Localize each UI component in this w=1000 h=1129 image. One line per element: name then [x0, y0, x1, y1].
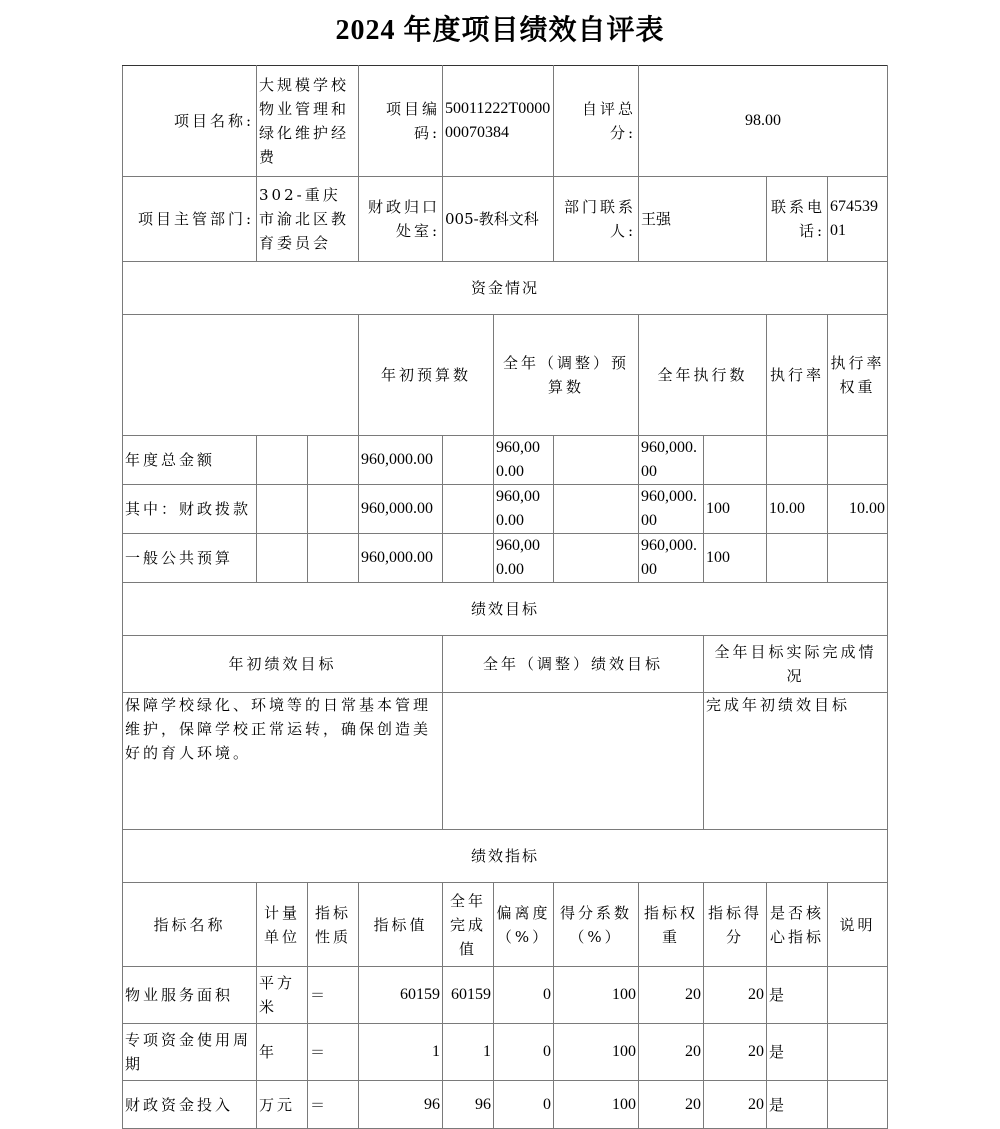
- ind-target: 96: [359, 1081, 443, 1129]
- ind-header-core: 是否核心指标: [767, 883, 828, 967]
- goals-header-adjusted: 全年（调整）绩效目标: [443, 636, 704, 693]
- contact-label: 部门联系人:: [554, 177, 639, 262]
- ind-score: 20: [704, 967, 767, 1024]
- evaluation-table: [122, 65, 888, 1129]
- ind-header-name: 指标名称: [123, 883, 257, 967]
- funding-score: [828, 436, 888, 485]
- self-score-label: 自评总分:: [554, 66, 639, 177]
- funding-initial: 960,000.00: [359, 485, 443, 534]
- ind-header-nature: 指标性质: [308, 883, 359, 967]
- funding-weight: [767, 436, 828, 485]
- funding-row-name: 其中：财政拨款: [123, 485, 257, 534]
- ind-note: [828, 967, 888, 1024]
- funding-row: [123, 436, 888, 485]
- ind-name: 专项资金使用周期: [123, 1024, 257, 1081]
- indicators-section-row: [123, 830, 888, 883]
- funding-executed: 960,000.00: [639, 534, 704, 583]
- ind-deviation: 0: [494, 967, 554, 1024]
- contact-value: 王强: [639, 177, 767, 262]
- funding-initial: 960,000.00: [359, 534, 443, 583]
- ind-deviation: 0: [494, 1081, 554, 1129]
- ind-header-unit: 计量单位: [257, 883, 308, 967]
- ind-nature: ＝: [308, 1081, 359, 1129]
- funding-executed: 960,000.00: [639, 485, 704, 534]
- ind-note: [828, 1024, 888, 1081]
- funding-row: [123, 485, 888, 534]
- funding-header-executed: 全年执行数: [639, 315, 767, 436]
- indicator-row: [123, 967, 888, 1024]
- goals-section-row: [123, 583, 888, 636]
- funding-executed: 960,000.00: [639, 436, 704, 485]
- ind-actual: 60159: [443, 967, 494, 1024]
- project-code-value: 50011222T000000070384: [443, 66, 554, 177]
- dept-value: 302-重庆市渝北区教育委员会: [257, 177, 359, 262]
- indicator-row: [123, 1024, 888, 1081]
- phone-value: 67453901: [828, 177, 888, 262]
- funding-header-weight: 执行率权重: [828, 315, 888, 436]
- funding-adjusted: 960,000.00: [494, 534, 554, 583]
- ind-unit: 平方米: [257, 967, 308, 1024]
- ind-target: 1: [359, 1024, 443, 1081]
- indicators-section-title: 绩效指标: [123, 830, 888, 883]
- funding-header-initial: 年初预算数: [359, 315, 494, 436]
- self-score-value: 98.00: [639, 66, 888, 177]
- ind-actual: 96: [443, 1081, 494, 1129]
- finance-office-label: 财政归口处室:: [359, 177, 443, 262]
- page-title: 2024 年度项目绩效自评表: [335, 15, 665, 46]
- goals-header-actual: 全年目标实际完成情况: [704, 636, 888, 693]
- ind-deviation: 0: [494, 1024, 554, 1081]
- funding-weight: [767, 534, 828, 583]
- ind-score: 20: [704, 1024, 767, 1081]
- project-name-label: 项目名称:: [123, 66, 257, 177]
- info-row-2: [123, 177, 888, 262]
- ind-coef: 100: [554, 1081, 639, 1129]
- ind-core: 是: [767, 1024, 828, 1081]
- funding-score: [828, 534, 888, 583]
- ind-header-weight: 指标权重: [639, 883, 704, 967]
- ind-name: 财政资金投入: [123, 1081, 257, 1129]
- info-row-1: [123, 66, 888, 177]
- ind-actual: 1: [443, 1024, 494, 1081]
- funding-header-blank: [123, 315, 359, 436]
- ind-header-note: 说明: [828, 883, 888, 967]
- ind-nature: ＝: [308, 967, 359, 1024]
- funding-rate: 100: [704, 534, 767, 583]
- funding-header-adjusted: 全年（调整）预算数: [494, 315, 639, 436]
- finance-office-value: 005-教科文科: [443, 177, 554, 262]
- indicators-header-row: [123, 883, 888, 967]
- funding-row: [123, 534, 888, 583]
- project-code-label: 项目编码:: [359, 66, 443, 177]
- ind-header-coef: 得分系数（%）: [554, 883, 639, 967]
- funding-header-row: [123, 315, 888, 436]
- funding-rate: 100: [704, 485, 767, 534]
- funding-adjusted: 960,000.00: [494, 485, 554, 534]
- funding-initial: 960,000.00: [359, 436, 443, 485]
- initial-goal-text: 保障学校绿化、环境等的日常基本管理维护，保障学校正常运转，确保创造美好的育人环境。: [123, 693, 443, 830]
- funding-score: 10.00: [828, 485, 888, 534]
- funding-section-row: [123, 262, 888, 315]
- goals-header-row: [123, 636, 888, 693]
- ind-coef: 100: [554, 967, 639, 1024]
- ind-header-score: 指标得分: [704, 883, 767, 967]
- ind-unit: 年: [257, 1024, 308, 1081]
- actual-completion-text: 完成年初绩效目标: [704, 693, 888, 830]
- ind-coef: 100: [554, 1024, 639, 1081]
- indicator-row: [123, 1081, 888, 1129]
- dept-label: 项目主管部门:: [123, 177, 257, 262]
- ind-core: 是: [767, 967, 828, 1024]
- ind-header-deviation: 偏离度（%）: [494, 883, 554, 967]
- ind-core: 是: [767, 1081, 828, 1129]
- funding-header-rate: 执行率: [767, 315, 828, 436]
- ind-header-actual: 全年完成值: [443, 883, 494, 967]
- ind-unit: 万元: [257, 1081, 308, 1129]
- goals-section-title: 绩效目标: [123, 583, 888, 636]
- adjusted-goal-text: [443, 693, 704, 830]
- ind-nature: ＝: [308, 1024, 359, 1081]
- ind-weight: 20: [639, 1081, 704, 1129]
- goals-content-row: [123, 693, 888, 830]
- ind-target: 60159: [359, 967, 443, 1024]
- funding-row-name: 年度总金额: [123, 436, 257, 485]
- funding-adjusted: 960,000.00: [494, 436, 554, 485]
- ind-weight: 20: [639, 967, 704, 1024]
- funding-row-name: 一般公共预算: [123, 534, 257, 583]
- project-name-value: 大规模学校物业管理和绿化维护经费: [257, 66, 359, 177]
- funding-rate: [704, 436, 767, 485]
- funding-section-title: 资金情况: [123, 262, 888, 315]
- ind-score: 20: [704, 1081, 767, 1129]
- ind-note: [828, 1081, 888, 1129]
- funding-weight: 10.00: [767, 485, 828, 534]
- goals-header-initial: 年初绩效目标: [123, 636, 443, 693]
- ind-weight: 20: [639, 1024, 704, 1081]
- phone-label: 联系电话:: [767, 177, 828, 262]
- ind-header-target: 指标值: [359, 883, 443, 967]
- ind-name: 物业服务面积: [123, 967, 257, 1024]
